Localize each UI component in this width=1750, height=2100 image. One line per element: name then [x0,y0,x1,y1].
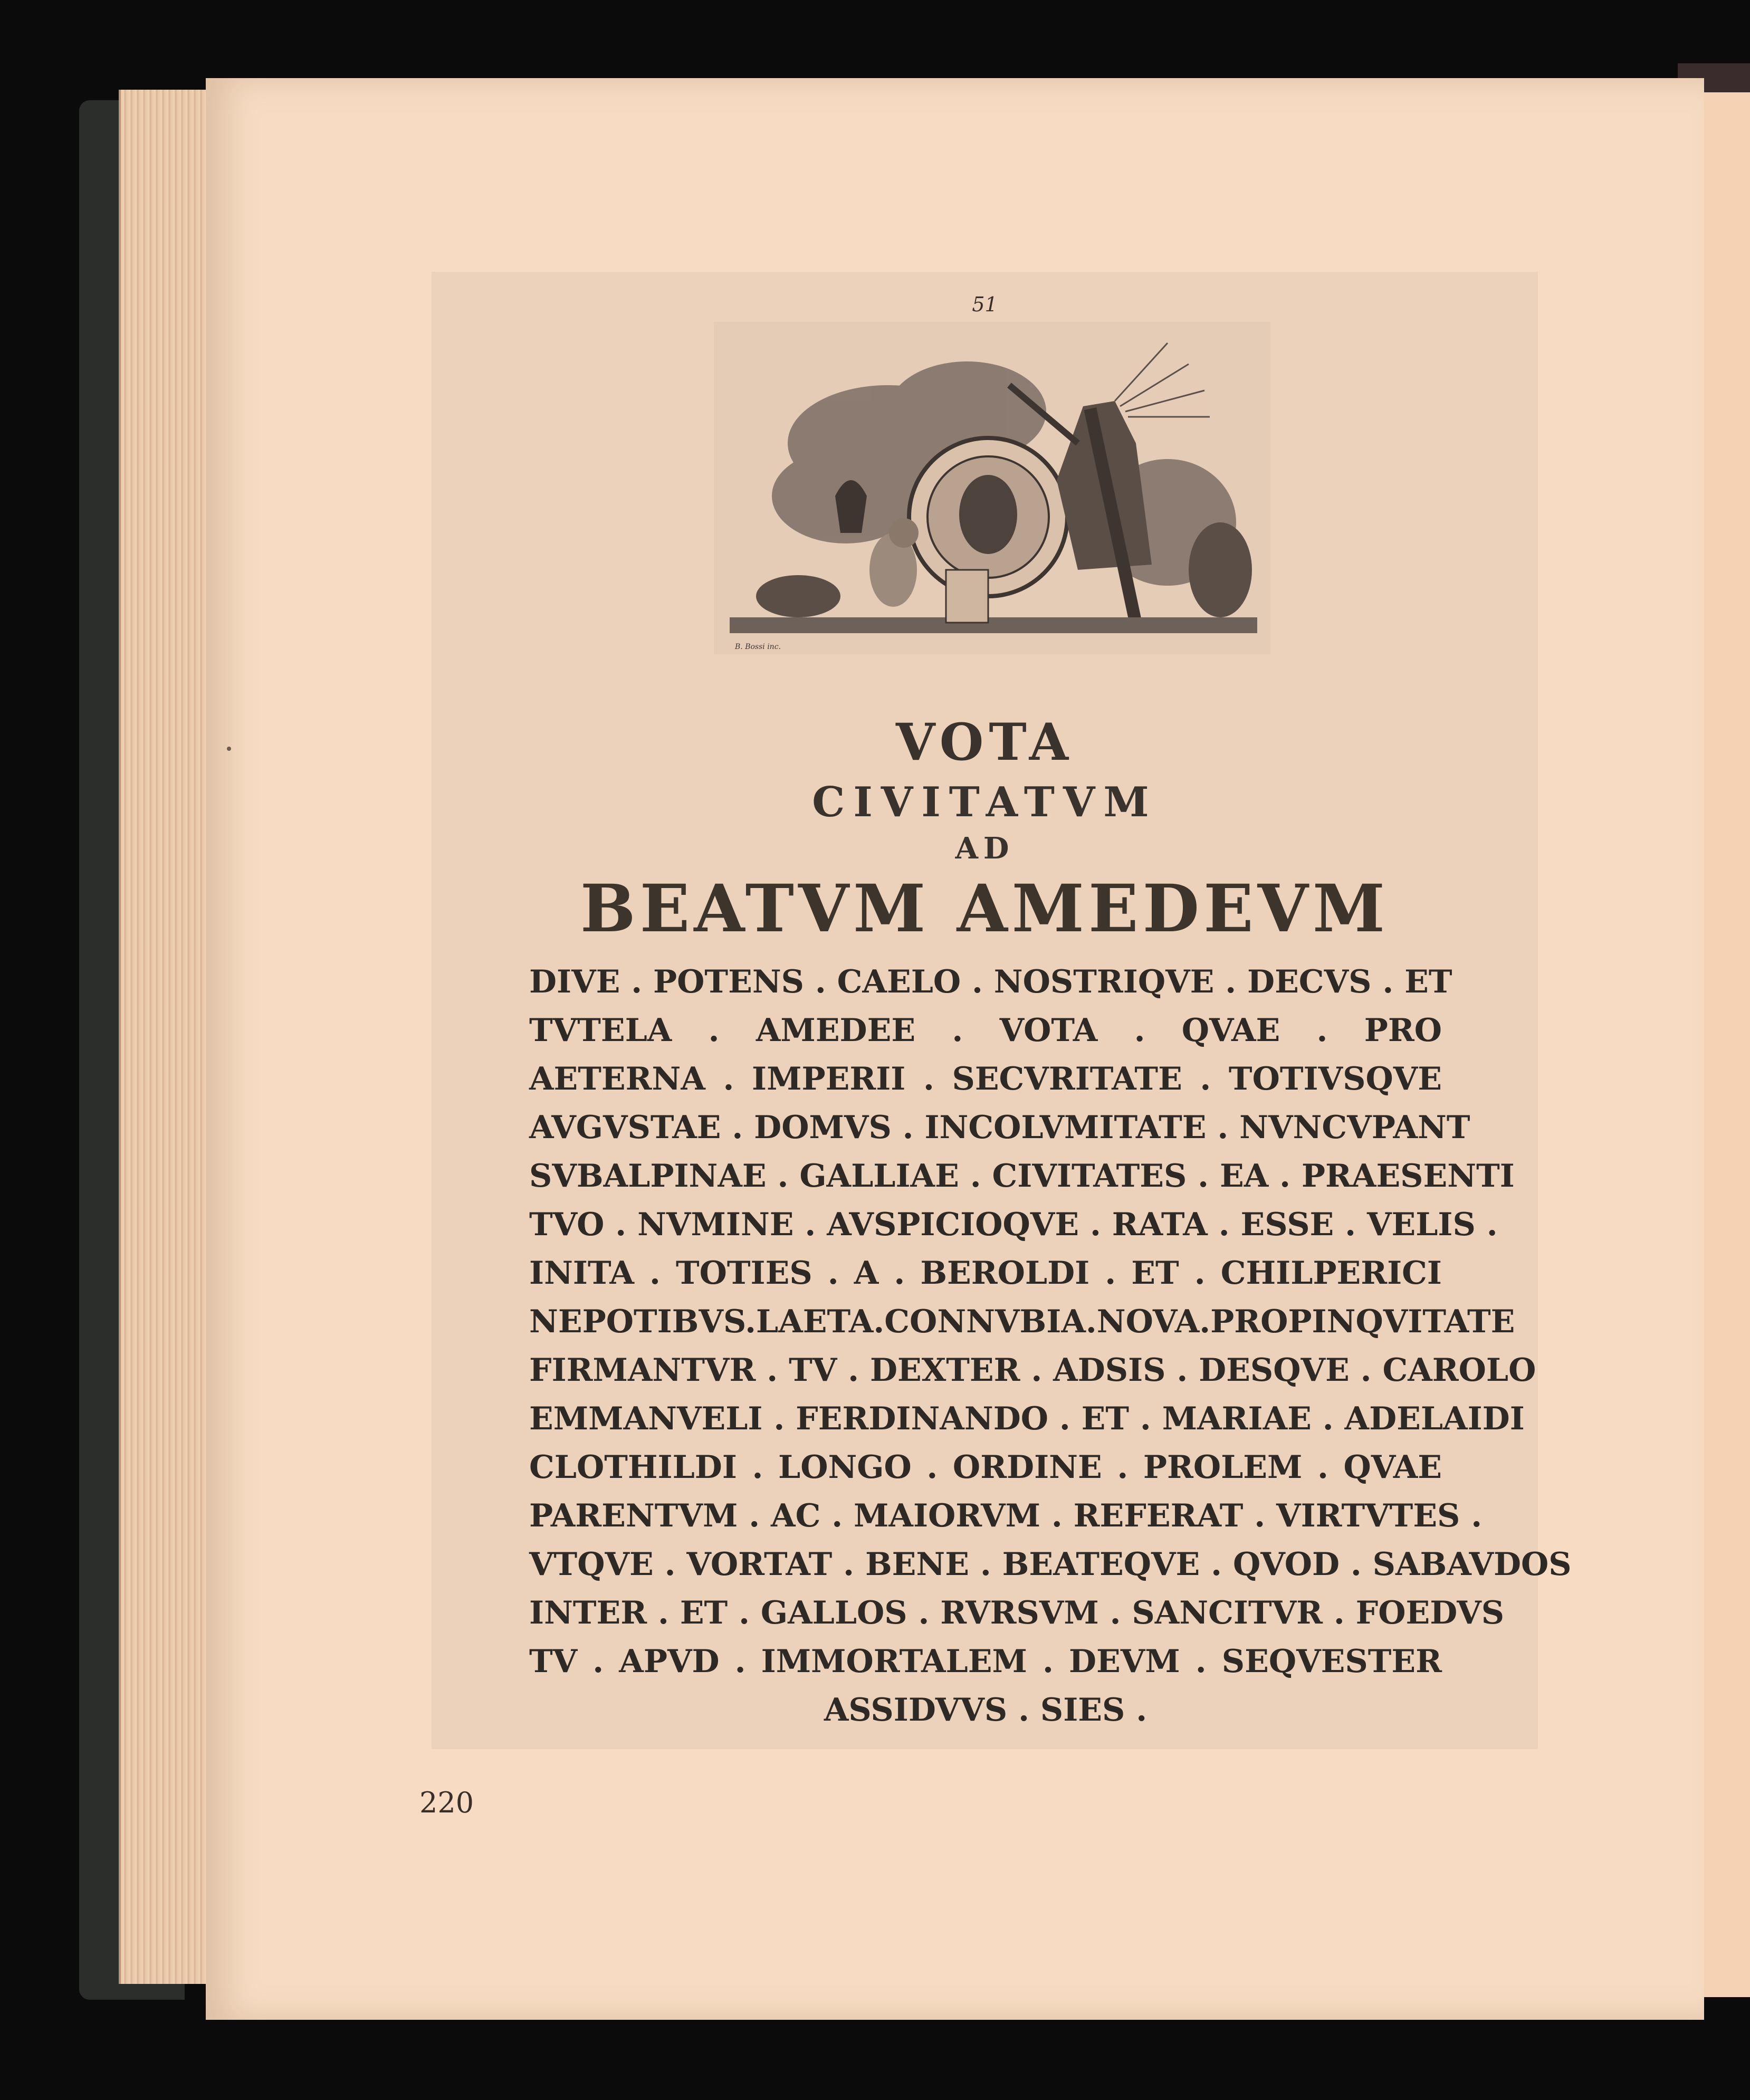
inscription-line: VTQVE . VORTAT . BENE . BEATEQVE . QVOD . SABAVDOS [529,1546,1572,1583]
inscription-line: TVO . NVMINE . AVSPICIOQVE . RATA . ESSE . VELIS . [529,1206,1498,1243]
inscription-line: DIVE . POTENS . CAELO . NOSTRIQVE . DECVS . ET [529,963,1452,1000]
inscription-line: PARENTVM . AC . MAIORVM . REFERAT . VIRTVTES . [529,1497,1483,1534]
inscription-line: INTER . ET . GALLOS . RVRSVM . SANCITVR . FOEDVS [529,1595,1505,1631]
title-ad: AD [955,831,1015,866]
inscription-line: FIRMANTVR . TV . DEXTER . ADSIS . DESQVE . CAROLO [529,1352,1536,1389]
title-beatum-amedeum: BEATVM AMEDEVM [580,871,1390,947]
portrait-bust [959,475,1017,554]
inscription-line: ASSIDVVS . SIES . [824,1692,1147,1729]
artist-credit: B. Bossi inc. [735,643,781,651]
printed-plate [432,272,1572,1749]
inscription-line: INITA . TOTIES . A . BEROLDI . ET . CHILPERICI [529,1255,1442,1292]
cherub-head [889,518,919,548]
ground [730,617,1257,633]
inscription-line: AETERNA . IMPERII . SECVRITATE . TOTIVSQVE [529,1061,1442,1097]
urn [835,480,867,533]
inscription-line: TV . APVD . IMMORTALEM . DEVM . SEQVESTER [529,1643,1442,1680]
allegorical-engraving [714,322,1270,654]
inscription-line: SVBALPINAE . GALLIAE . CIVITATES . EA . PRAESENTI [529,1158,1515,1195]
inscription-line: EMMANVELI . FERDINANDO . ET . MARIAE . ADELAIDI [529,1400,1525,1437]
title-civitatum: CIVITATVM [812,778,1158,826]
inscription-text [529,958,1572,1734]
plate-number: 51 [972,293,998,316]
inscription-line: TVTELA . AMEDEE . VOTA . QVAE . PRO [529,1012,1442,1049]
margin-mark [227,747,231,751]
inscription-line: NEPOTIBVS.LAETA.CONNVBIA.NOVA.PROPINQVITATE [529,1303,1515,1340]
light-rays [1115,343,1210,417]
inscription-line: AVGVSTAE . DOMVS . INCOLVMITATE . NVNCVPANT [529,1109,1470,1146]
inscribed-tablet [946,570,988,623]
engraving-illustration [714,322,1270,654]
inscription-line: CLOTHILDI . LONGO . ORDINE . PROLEM . QVAE [529,1449,1442,1486]
page-number: 220 [419,1786,474,1819]
title-vota: VOTA [895,712,1074,772]
page-edges [119,90,218,1984]
